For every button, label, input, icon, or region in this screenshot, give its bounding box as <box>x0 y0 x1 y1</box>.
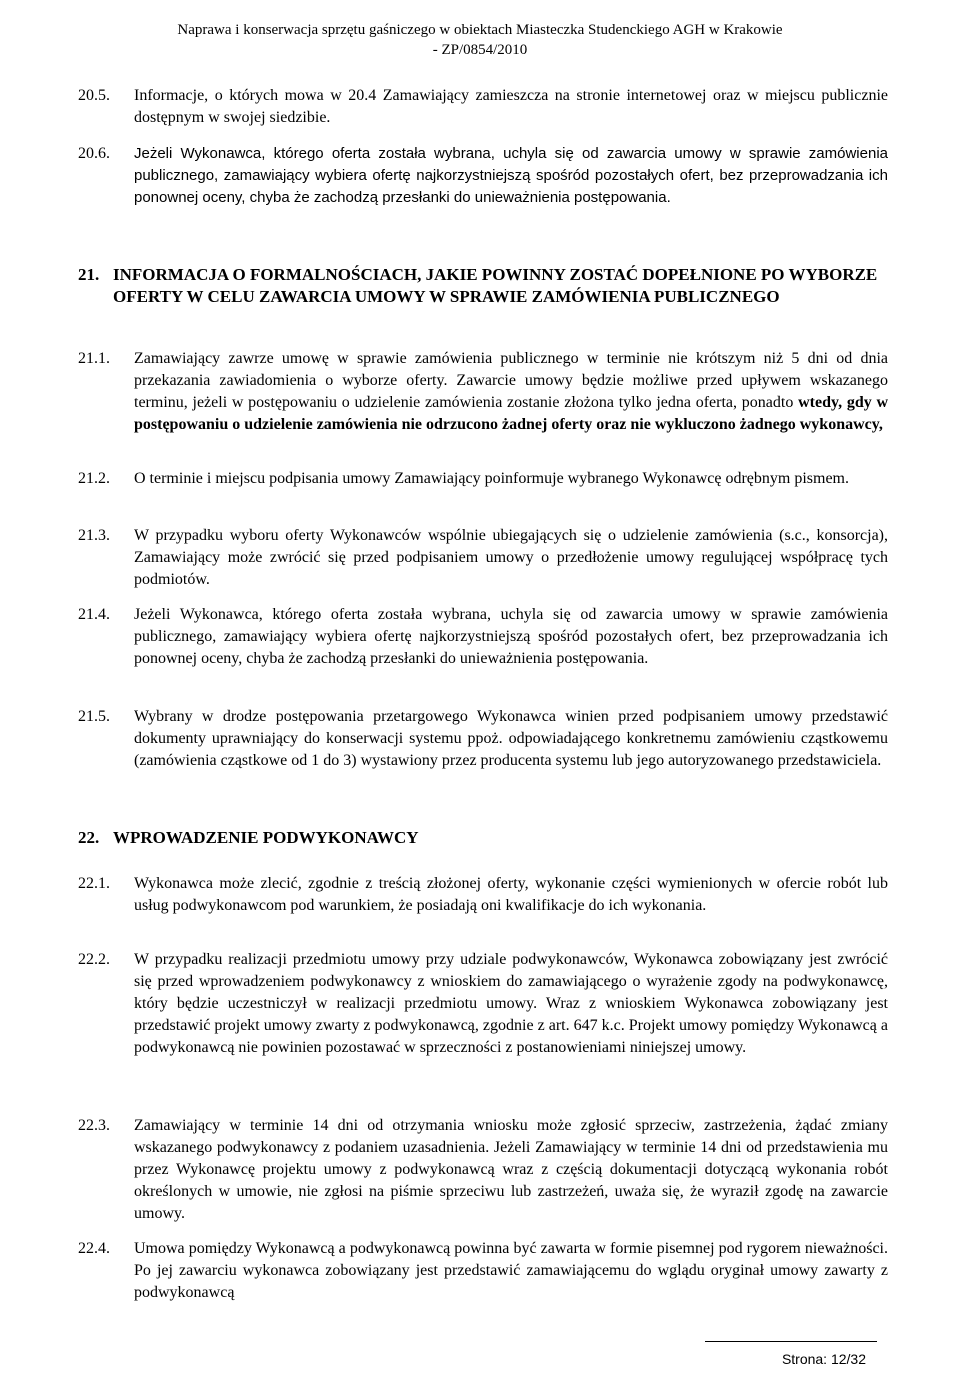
paragraph-number: 21.5. <box>78 708 110 725</box>
paragraph-21-2 <box>78 468 888 490</box>
paragraph-number: 22.2. <box>78 951 110 968</box>
section-number: 21. <box>78 265 100 284</box>
paragraph-22-2 <box>78 949 888 1059</box>
paragraph-21-4 <box>78 604 888 670</box>
paragraph-text-bold: wtedy, gdy w postępowaniu o udzielenie zamówienia nie odrzucono żadnej oferty oraz nie wykluczono żadnego wykonawcy, <box>134 394 889 433</box>
paragraph-text: W przypadku realizacji przedmiotu umowy przy udziale podwykonawców, Wykonawca zobowiązany jest zwrócić się przed wprowadzeniem podwykonawcy z wnioskiem do zamawiającego o wyrażenie zgody na podwykonawcę, który będzie uczestniczył w realizacji przedmiotu umowy. Wraz z wnioskiem Wykonawca zobowiązany jest przedstawić projekt umowy zwarty z podwykonawcą, zgodnie z art. 647 k.c. Projekt umowy pomiędzy Wykonawcą a podwykonawcą nie powinien pozostawać w sprzeczności z postanowieniami niniejszej umowy. <box>134 951 888 1056</box>
paragraph-number: 21.2. <box>78 470 110 487</box>
section-title: WPROWADZENIE PODWYKONAWCY <box>113 828 419 847</box>
paragraph-21-1 <box>78 348 888 436</box>
paragraph-text: Zamawiający w terminie 14 dni od otrzymania wniosku może zgłosić sprzeciw, zastrzeżenia, żądać zmiany wskazanego podwykonawcy z podaniem uzasadnienia. Jeżeli Zamawiający w terminie 14 dni od przedstawienia mu przez Wykonawcę projektu umowy z podwykonawcą wraz z częścią dokumentacji dotyczącą wykonania robót określonych w umowie, nie zgłosi na piśmie sprzeciwu lub zastrzeżeń, uważa się, że wyraził zgodę na zawarcie umowy. <box>134 1117 888 1222</box>
paragraph-22-3 <box>78 1115 888 1225</box>
paragraph-number: 21.4. <box>78 606 110 623</box>
paragraph-number: 22.4. <box>78 1240 110 1257</box>
paragraph-22-4 <box>78 1238 888 1304</box>
paragraph-text: Wykonawca może zlecić, zgodnie z treścią złożonej oferty, wykonanie części wymienionych w ofercie robót lub usług podwykonawcom pod warunkiem, że posiadają oni kwalifikacje do ich wykonania. <box>134 875 888 914</box>
paragraph-text: O terminie i miejscu podpisania umowy Zamawiający poinformuje wybranego Wykonawcę odrębnym pismem. <box>134 470 849 487</box>
paragraph-21-3 <box>78 525 888 591</box>
header-title: Naprawa i konserwacja sprzętu gaśniczego w obiektach Miasteczka Studenckiego AGH w Krakowie <box>177 22 783 38</box>
section-heading-21 <box>78 264 878 308</box>
header-reference: - ZP/0854/2010 <box>432 42 528 58</box>
paragraph-text: Informacje, o których mowa w 20.4 Zamawiający zamieszcza na stronie internetowej oraz w miejscu publicznie dostępnym w swojej siedzibie. <box>134 87 888 126</box>
paragraph-text: Jeżeli Wykonawca, którego oferta została wybrana, uchyla się od zawarcia umowy w sprawie zamówienia publicznego, zamawiający wybiera ofertę najkorzystniejszą spośród pozostałych ofert, bez przeprowadzania ich ponownej oceny, chyba że zachodzą przesłanki do unieważnienia postępowania. <box>134 606 888 667</box>
paragraph-number: 22.1. <box>78 875 110 892</box>
paragraph-number: 20.5. <box>78 87 110 104</box>
paragraph-text <box>134 348 888 436</box>
paragraph-number: 20.6. <box>78 145 110 162</box>
page-number: Strona: 12/32 <box>781 1351 866 1367</box>
paragraph-21-5 <box>78 706 888 772</box>
paragraph-text: W przypadku wyboru oferty Wykonawców wspólnie ubiegających się o udzielenie zamówienia (s.c., konsorcja), Zamawiający może zwrócić się przed podpisaniem umowy o przedłożenie umowy regulującej współpracę tych podmiotów. <box>134 527 888 588</box>
paragraph-number: 21.1. <box>78 350 110 367</box>
page-header <box>0 20 960 60</box>
section-number: 22. <box>78 828 100 847</box>
section-heading-22 <box>78 827 878 849</box>
footer-divider <box>705 1341 877 1342</box>
paragraph-22-1 <box>78 873 888 917</box>
paragraph-text: Jeżeli Wykonawca, którego oferta została wybrana, uchyla się od zawarcia umowy w sprawie zamówienia publicznego, zamawiający wybiera ofertę najkorzystniejszą spośród pozostałych ofert, bez przeprowadzania ich ponownej oceny, chyba że zachodzą przesłanki do unieważnienia postępowania. <box>134 145 888 206</box>
paragraph-number: 21.3. <box>78 527 110 544</box>
paragraph-text-regular: Zamawiający zawrze umowę w sprawie zamówienia publicznego w terminie nie krótszym niż 5 dni od dnia przekazania zawiadomienia o wyborze oferty. Zawarcie umowy będzie możliwe przed upływem wskazanego terminu, jeżeli w postępowaniu o udzielenie zamówienia zostanie złożona tylko jedna oferta, ponadto <box>134 350 888 411</box>
paragraph-20-6 <box>78 143 888 209</box>
paragraph-text: Wybrany w drodze postępowania przetargowego Wykonawca winien przed podpisaniem umowy przedstawić dokumenty uprawniający do konserwacji systemu ppoż. odpowiadającego konkretnemu zamówieniu cząstkowemu (zamówienia cząstkowe od 1 do 3) wystawiony przez producenta systemu lub jego autoryzowanego przedstawiciela. <box>134 708 888 769</box>
paragraph-number: 22.3. <box>78 1117 110 1134</box>
section-title: INFORMACJA O FORMALNOŚCIACH, JAKIE POWINNY ZOSTAĆ DOPEŁNIONE PO WYBORZE OFERTY W CELU ZAWARCIA UMOWY W SPRAWIE ZAMÓWIENIA PUBLICZNEGO <box>113 265 878 306</box>
paragraph-text: Umowa pomiędzy Wykonawcą a podwykonawcą powinna być zawarta w formie pisemnej pod rygorem nieważności. Po jej zawarciu wykonawca zobowiązany jest przedstawić zamawiającemu do wglądu oryginał umowy zawarty z podwykonawcą <box>134 1240 888 1301</box>
paragraph-20-5 <box>78 85 888 129</box>
